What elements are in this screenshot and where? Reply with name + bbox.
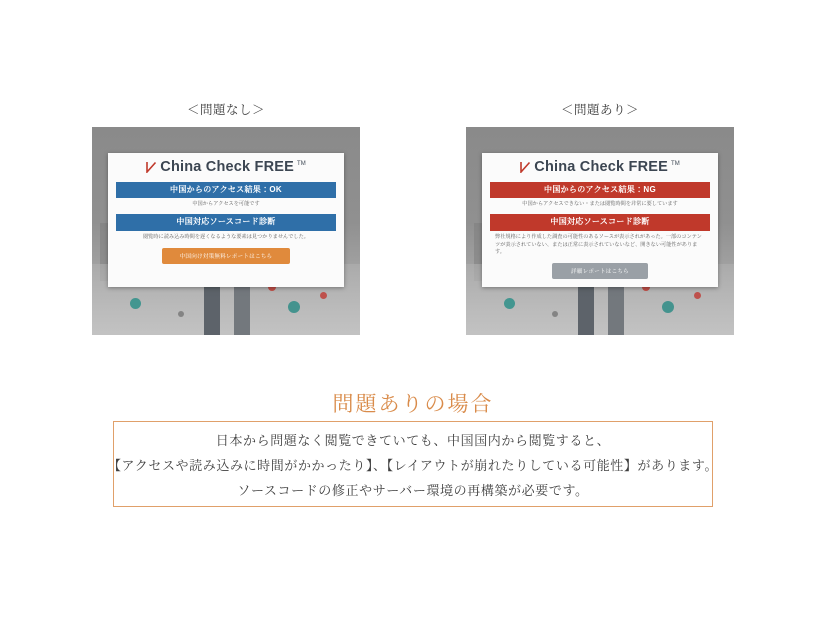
comparison-area [92,100,734,352]
logo [116,160,336,175]
logo-trademark: TM [297,161,306,167]
decorative-blob [504,298,515,309]
screenshot-no-problem [92,127,360,335]
access-result-note: 中国からアクセスできない・または閲覧時間を非常に要しています [522,201,678,208]
panel-caption-no-problem: ＜問題なし＞ [186,103,265,117]
report-card-no-problem [108,153,344,287]
decorative-blob [694,292,701,299]
source-diagnosis-bar: 中国対応ソースコード診断 [490,214,710,231]
logo [490,160,710,175]
decorative-blob [178,311,184,317]
note-line: 日本から問題なく閲覧できていても、中国国内から閲覧すると、 [215,432,611,448]
access-result-bar: 中国からのアクセス結果：OK [116,182,336,199]
logo-trademark: TM [671,161,680,167]
logo-text: China Check FREE [534,159,669,175]
report-cta-button[interactable]: 中国向け対策無料レポートはこちら [162,248,290,264]
decorative-blob [130,298,141,309]
panel-problem [466,100,734,352]
decorative-blob [552,311,558,317]
decorative-blob [288,301,300,313]
section-heading: 問題ありの場合 [332,393,494,416]
report-cta-button[interactable]: 詳細レポートはこちら [552,263,648,279]
note-box [107,421,719,507]
decorative-blob [320,292,327,299]
source-diagnosis-note: 弊社規格により作成した調査の可能性のあるソースが表示されがあった。一部のコンテンツが表示されていない、または正常に表示されていないなど、開きない可能性があります。 [495,233,702,256]
note-line: 【アクセスや読み込みに時間がかかったり】、【レイアウトが崩れたりしている可能性】があります。 [107,457,719,473]
source-diagnosis-bar: 中国対応ソースコード診断 [116,214,336,231]
check-mark-icon [146,161,157,173]
access-result-note: 中国からアクセスを可能です [192,201,260,208]
panel-no-problem [92,100,360,352]
logo-text: China Check FREE [160,159,295,175]
panel-caption-problem: ＜問題あり＞ [560,103,639,117]
source-diagnosis-note: 閲覧時に読み込み時間を遅くなるような要素は見つかりませんでした。 [142,233,309,240]
screenshot-problem [466,127,734,335]
decorative-blob [662,301,674,313]
report-card-problem [482,153,718,287]
check-mark-icon [520,161,531,173]
note-line: ソースコードの修正やサーバー環境の再構築が必要です。 [237,482,589,498]
access-result-bar: 中国からのアクセス結果：NG [490,182,710,199]
